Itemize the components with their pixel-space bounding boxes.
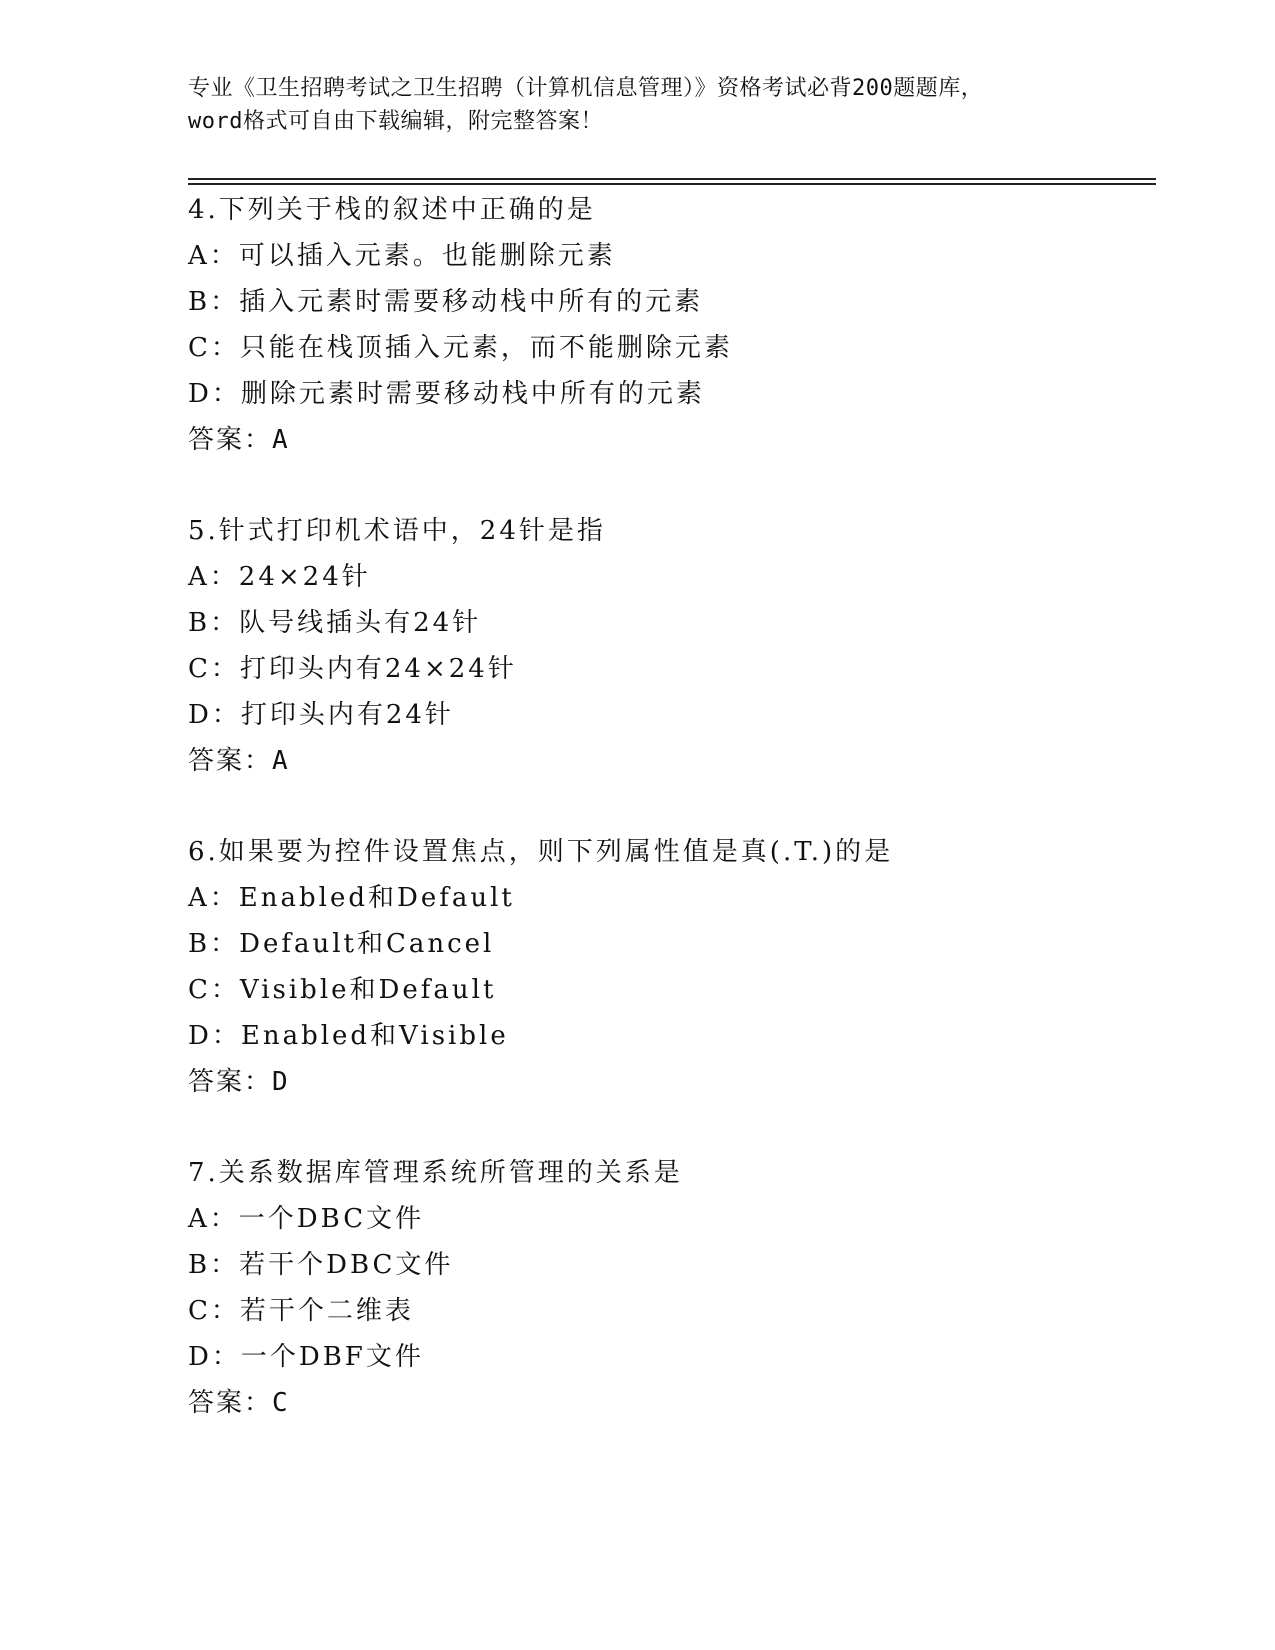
question-5 — [188, 508, 1156, 784]
option-c: C：打印头内有24×24针 — [188, 654, 517, 684]
question-stem: 5.针式打印机术语中，24针是指 — [188, 516, 606, 546]
question-7 — [188, 1150, 1156, 1426]
question-list — [188, 187, 1156, 1471]
answer-label: 答案： — [188, 425, 273, 455]
header-divider-bottom — [188, 183, 1156, 185]
option-d: D：Enabled和Visible — [188, 1021, 509, 1051]
option-c: C：若干个二维表 — [188, 1296, 414, 1326]
answer-value: A — [272, 746, 290, 776]
question-stem: 4.下列关于栈的叙述中正确的是 — [188, 195, 596, 225]
question-stem: 7.关系数据库管理系统所管理的关系是 — [188, 1158, 683, 1188]
option-a: A：可以插入元素。也能删除元素 — [188, 241, 616, 271]
answer-line — [188, 738, 1156, 784]
answer-line — [188, 1059, 1156, 1105]
answer-value: A — [272, 425, 290, 455]
header-title-line-2: word格式可自由下载编辑，附完整答案！ — [188, 109, 603, 134]
header-title-line-1: 专业《卫生招聘考试之卫生招聘（计算机信息管理）》资格考试必背200题题库， — [188, 76, 984, 101]
answer-label: 答案： — [188, 1067, 273, 1097]
option-d: D：一个DBF文件 — [188, 1342, 424, 1372]
option-b: B：队号线插头有24针 — [188, 608, 482, 638]
answer-value: C — [272, 1388, 290, 1418]
question-stem: 6.如果要为控件设置焦点，则下列属性值是真(.T.)的是 — [188, 837, 894, 867]
answer-label: 答案： — [188, 1388, 273, 1418]
option-d: D：删除元素时需要移动栈中所有的元素 — [188, 379, 705, 409]
option-a: A：一个DBC文件 — [188, 1204, 425, 1234]
option-c: C：只能在栈顶插入元素，而不能删除元素 — [188, 333, 733, 363]
header-divider-top — [188, 178, 1156, 180]
answer-line — [188, 417, 1156, 463]
option-d: D：打印头内有24针 — [188, 700, 454, 730]
answer-line — [188, 1380, 1156, 1426]
document-header — [188, 72, 1088, 138]
option-a: A：Enabled和Default — [188, 883, 515, 913]
question-6 — [188, 829, 1156, 1105]
option-b: B：插入元素时需要移动栈中所有的元素 — [188, 287, 704, 317]
option-a: A：24×24针 — [188, 562, 371, 592]
answer-label: 答案： — [188, 746, 273, 776]
option-b: B：Default和Cancel — [188, 929, 495, 959]
option-c: C：Visible和Default — [188, 975, 497, 1005]
option-b: B：若干个DBC文件 — [188, 1250, 454, 1280]
answer-value: D — [272, 1067, 290, 1097]
question-4 — [188, 187, 1156, 463]
